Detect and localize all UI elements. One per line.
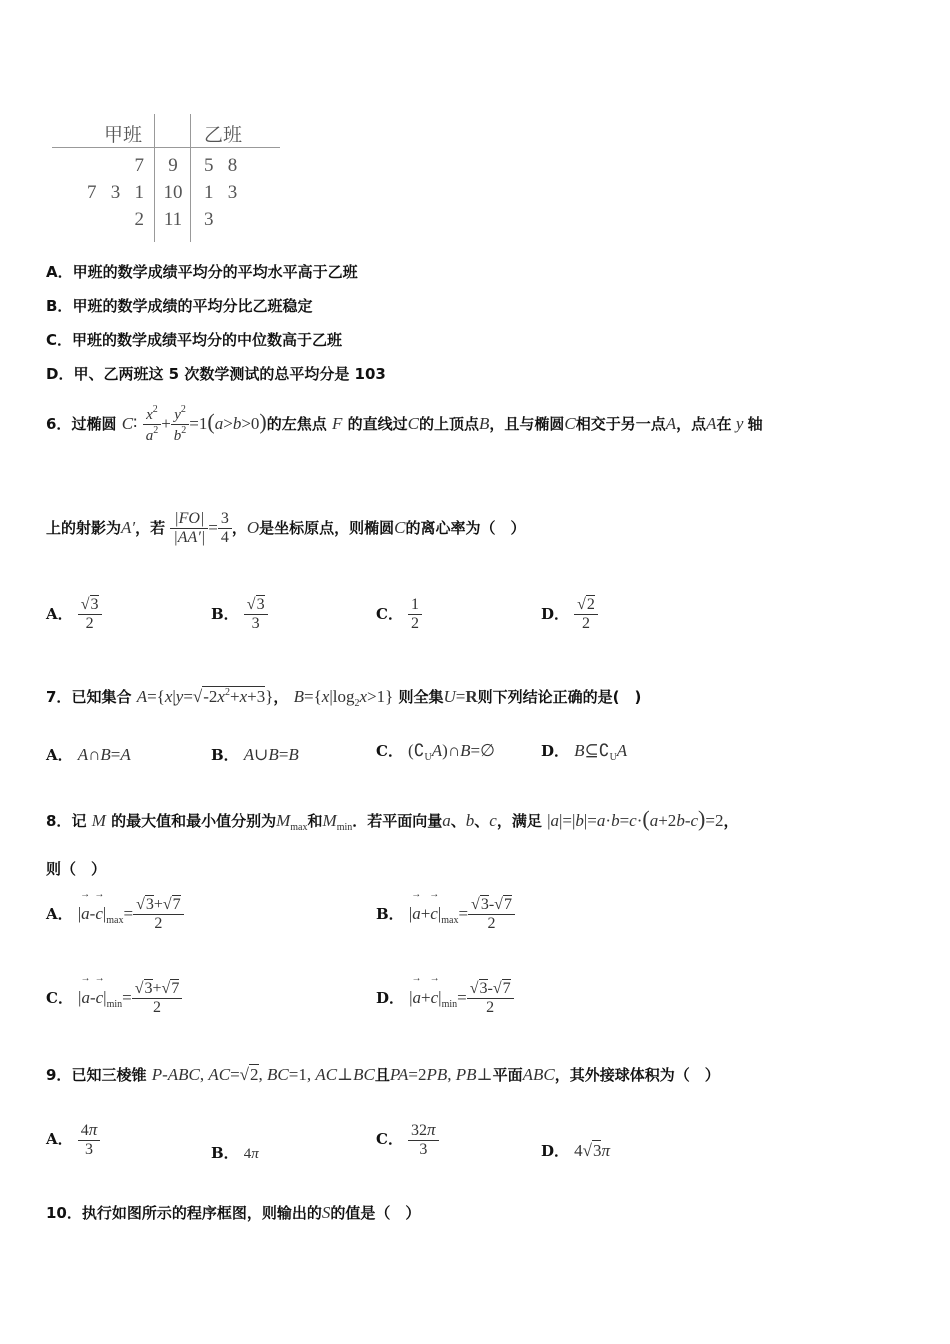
table-row-right: 1 3: [204, 182, 238, 203]
q6-option-b: B． $\frac{√3}{3}$: [211, 596, 268, 633]
q5-option-c: C．甲班的数学成绩平均分的中位数高于乙班: [46, 331, 343, 349]
q8-line1: 8．记 M 的最大值和最小值分别为$M_{max}$和$M_{min}$．若平面向量a、b、c，满足 |a|=|b|=a·b=c·(a+2b-c)=2，: [46, 806, 739, 833]
q6-line1: 6．过椭圆 C∶ $\frac{x^2}{a^2}$ + $\frac{y^2}{b^2}$ =1(a>b>0)的左焦点 F 的直线过C的上顶点B，且与椭圆C相交于另一点A，点A在 y 轴: [46, 404, 763, 444]
table-vline-2: [190, 114, 191, 242]
q6-option-d: D． $\frac{√2}{2}$: [541, 596, 598, 633]
q8-option-c: C． |→ $a-\to c|_{min}=$ $\frac{√3+√7}{2}$: [46, 980, 182, 1017]
table-row-stem: 9: [168, 155, 178, 176]
table-row-left: 7: [134, 155, 144, 176]
table-hline: [52, 147, 280, 148]
right-header: 乙班: [204, 125, 243, 146]
q9-option-c: C． $\frac{32\pi}{3}$: [376, 1120, 439, 1159]
q8-option-a: A． |→ $a-\to c|_{max}=$ $\frac{√3+√7}{2}$: [46, 896, 184, 933]
q8-option-b: B． |→ $a+\to c|_{max}=$ $\frac{√3-√7}{2}$: [376, 896, 515, 933]
q8-option-d: D． |→ $a+\to c|_{min}=$ $\frac{√3-√7}{2}$: [376, 980, 514, 1017]
table-vline-1: [154, 114, 155, 242]
q5-option-a: A．甲班的数学成绩平均分的平均水平高于乙班: [46, 263, 358, 281]
q6-line2: 上的射影为A′，若 $\frac{|FO|}{|AA'|}$ = $\frac{3}{4}$ ，O是坐标原点，则椭圆C的离心率为（ ）: [46, 510, 526, 546]
q6-option-c: C． $\frac{1}{2}$: [376, 596, 422, 633]
table-row-left: 2: [134, 209, 144, 230]
q9-line: 9．已知三棱锥 P-ABC, AC=√2, BC=1, AC⊥BC且PA=2PB, PB⊥平面ABC，其外接球体积为（ ）: [46, 1065, 720, 1084]
q9-option-a: A． $\frac{4\pi}{3}$: [46, 1120, 100, 1159]
q7-option-d: D． $B⊆∁_UA$: [541, 741, 628, 763]
table-row-right: 3: [204, 209, 214, 230]
q7-line: 7．已知集合 $A=\{x|y=√-2x^2+x+3\}$， $B=\{x|\log_2x>1\}$ 则全集U=R则下列结论正确的是( ): [46, 687, 642, 709]
q7-option-b: B． A∪B=B: [211, 745, 299, 764]
q7-option-a: A． A∩B=A: [46, 745, 131, 764]
table-row-left: 7 3 1: [87, 182, 144, 203]
q8-line2: 则（ ）: [46, 860, 107, 878]
q9-option-d: D． 4√3π: [541, 1141, 610, 1160]
q6-option-a: A． $\frac{√3}{2}$: [46, 596, 102, 633]
table-row-stem: 10: [163, 182, 183, 203]
q10-line: 10．执行如图所示的程序框图，则输出的S的值是（ ）: [46, 1203, 421, 1222]
q5-option-b: B．甲班的数学成绩的平均分比乙班稳定: [46, 297, 313, 315]
table-row-right: 5 8: [204, 155, 238, 176]
q9-option-b: B． 4π: [211, 1144, 259, 1162]
q7-option-c: C． $(∁_UA)\cap B=\emptyset$: [376, 741, 495, 763]
left-header: 甲班: [104, 125, 143, 146]
table-row-stem: 11: [163, 209, 183, 230]
q5-option-d: D．甲、乙两班这 5 次数学测试的总平均分是 103: [46, 365, 386, 383]
